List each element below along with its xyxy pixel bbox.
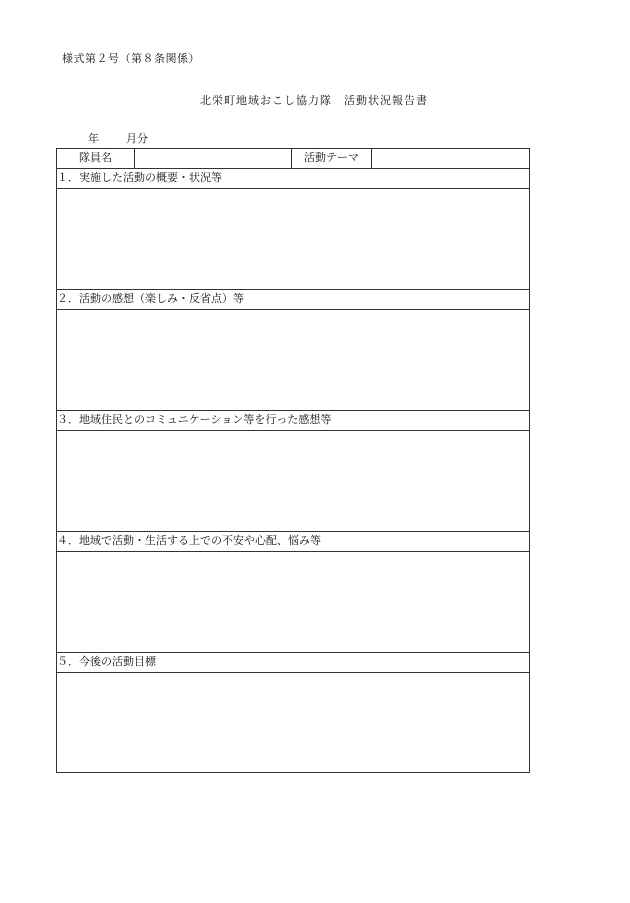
section-3-body — [57, 431, 530, 532]
section-5-body — [57, 673, 530, 773]
section-5-header — [57, 653, 530, 673]
section-2-heading: ２．活動の感想（楽しみ・反省点）等 — [57, 290, 530, 310]
member-info-row — [57, 149, 530, 169]
section-4-body — [57, 552, 530, 653]
member-name-field[interactable] — [135, 149, 292, 169]
section-3-heading: ３．地域住民とのコミュニケーション等を行った感想等 — [57, 411, 530, 431]
section-2-content-field[interactable] — [57, 310, 530, 411]
activity-theme-field[interactable] — [372, 149, 530, 169]
section-1-content-field[interactable] — [57, 189, 530, 290]
month-label: 月分 — [126, 132, 148, 145]
section-3-header — [57, 411, 530, 431]
form-number: 様式第２号（第８条関係） — [62, 52, 200, 65]
section-1-header — [57, 169, 530, 189]
section-5-heading: ５．今後の活動目標 — [57, 653, 530, 673]
section-4-header — [57, 532, 530, 552]
section-3-content-field[interactable] — [57, 431, 530, 532]
document-title: 北栄町地域おこし協力隊 活動状況報告書 — [200, 94, 428, 107]
year-label: 年 — [88, 132, 99, 145]
section-4-content-field[interactable] — [57, 552, 530, 653]
section-1-heading: １．実施した活動の概要・状況等 — [57, 169, 530, 189]
section-5-content-field[interactable] — [57, 673, 530, 773]
report-period — [88, 130, 148, 146]
section-2-header — [57, 290, 530, 310]
section-1-body — [57, 189, 530, 290]
report-form-table — [56, 148, 530, 773]
member-name-label: 隊員名 — [57, 149, 135, 169]
section-2-body — [57, 310, 530, 411]
section-4-heading: ４．地域で活動・生活する上での不安や心配、悩み等 — [57, 532, 530, 552]
activity-theme-label: 活動テーマ — [292, 149, 372, 169]
